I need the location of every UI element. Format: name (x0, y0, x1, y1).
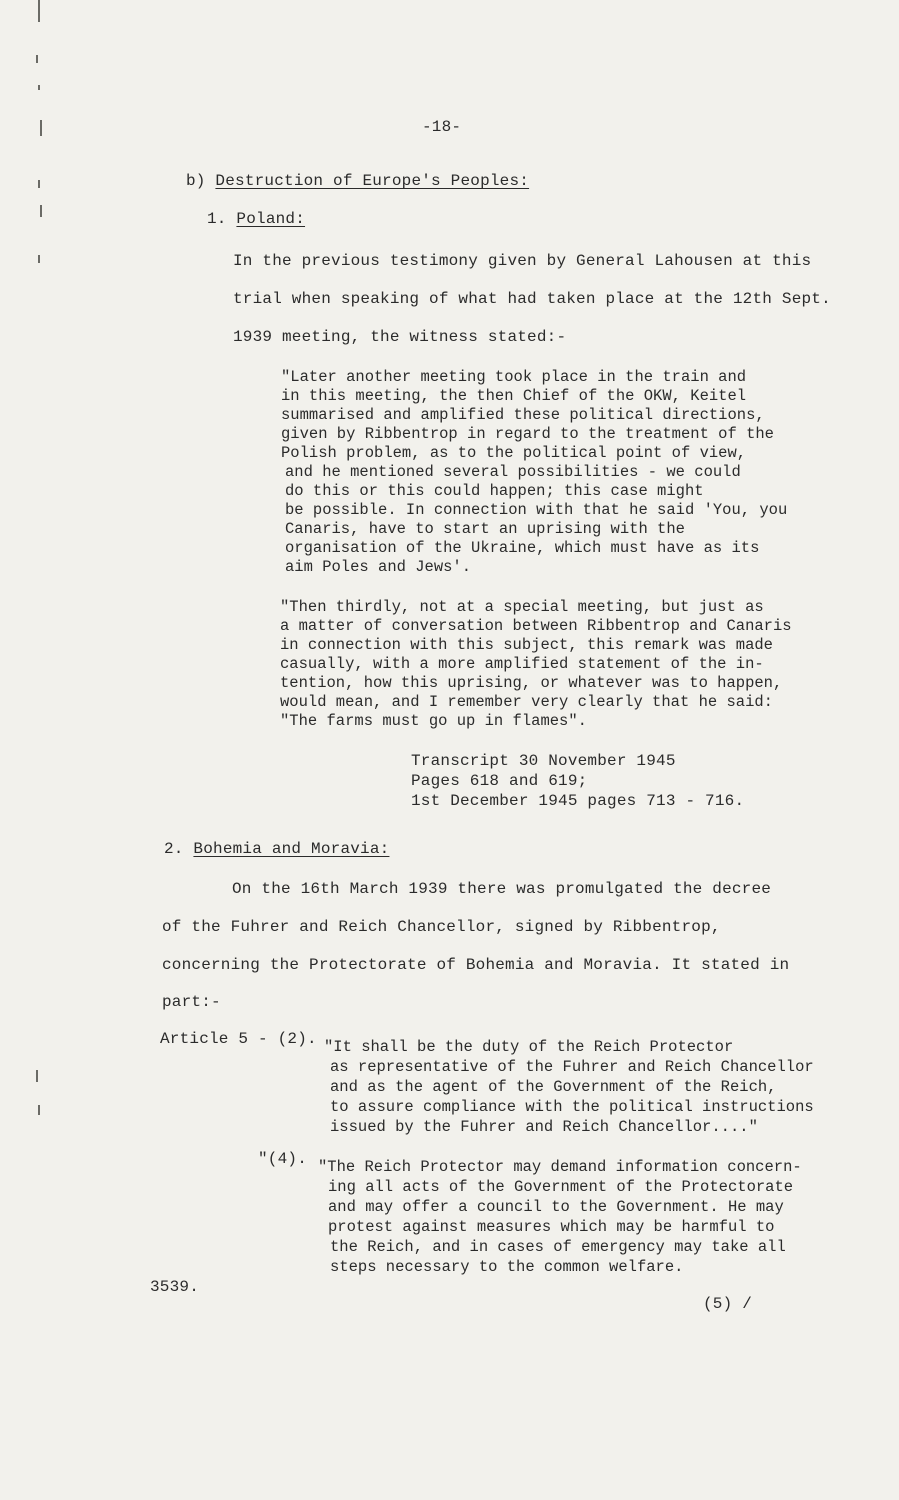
subsection-text-line: "The Reich Protector may demand information concern- (318, 1158, 802, 1176)
quote1-line: "Later another meeting took place in the train and (281, 368, 747, 386)
citation-line: Transcript 30 November 1945 (411, 752, 676, 770)
article-text-line: issued by the Fuhrer and Reich Chancellor...." (330, 1118, 758, 1136)
subsection-text-line: the Reich, and in cases of emergency may take all (330, 1238, 786, 1256)
quote2-line: a matter of conversation between Ribbentrop and Canaris (280, 617, 792, 635)
bohemia-intro-line: concerning the Protectorate of Bohemia and Moravia. It stated in (162, 956, 790, 974)
bohemia-number: 2. (164, 840, 184, 858)
quote1-line: aim Poles and Jews'. (285, 558, 472, 576)
bohemia-intro-line: part:- (162, 993, 221, 1011)
bohemia-title: Bohemia and Moravia: (193, 840, 390, 858)
section-b-prefix: b) (186, 172, 206, 190)
quote2-line: casually, with a more amplified statement of the in- (280, 655, 764, 673)
article-text-line: as representative of the Fuhrer and Reich Chancellor (330, 1058, 814, 1076)
quote1-line: Polish problem, as to the political point of view, (281, 444, 747, 462)
document-number: 3539. (150, 1278, 200, 1296)
bohemia-heading (164, 840, 389, 858)
article-text-line: and as the agent of the Government of the Reich, (330, 1078, 777, 1096)
quote2-line: "Then thirdly, not at a special meeting, but just as (280, 598, 764, 616)
quote1-line: in this meeting, the then Chief of the OKW, Keitel (281, 387, 747, 405)
quote2-line: tention, how this uprising, or whatever was to happen, (280, 674, 783, 692)
quote2-line: "The farms must go up in flames". (280, 712, 587, 730)
bohemia-intro-line: On the 16th March 1939 there was promulgated the decree (232, 880, 772, 898)
punch-hole-edge-marks (0, 0, 60, 1500)
section-b-title: Destruction of Europe's Peoples: (215, 172, 530, 190)
poland-intro-line: 1939 meeting, the witness stated:- (233, 328, 567, 346)
poland-intro-line: In the previous testimony given by General Lahousen at this (233, 252, 812, 270)
quote1-line: summarised and amplified these political directions, (281, 406, 765, 424)
quote1-line: do this or this could happen; this case might (285, 482, 704, 500)
citation-line: Pages 618 and 619; (411, 772, 588, 790)
subsection-text-line: ing all acts of the Government of the Protectorate (328, 1178, 794, 1196)
quote1-line: and he mentioned several possibilities - we could (285, 463, 741, 481)
quote2-line: would mean, and I remember very clearly that he said: (280, 693, 773, 711)
subsection-text-line: protest against measures which may be harmful to (328, 1218, 775, 1236)
subsection-label: "(4). (258, 1150, 308, 1168)
subsection-text-line: steps necessary to the common welfare. (330, 1258, 684, 1276)
poland-number: 1. (207, 210, 227, 228)
quote1-line: Canaris, have to start an uprising with the (285, 520, 685, 538)
page-number: -18- (422, 118, 462, 136)
quote2-line: in connection with this subject, this remark was made (280, 636, 773, 654)
article-text-line: "It shall be the duty of the Reich Protector (324, 1038, 734, 1056)
poland-title: Poland: (236, 210, 306, 228)
poland-heading (207, 210, 305, 228)
citation-line: 1st December 1945 pages 713 - 716. (411, 792, 745, 810)
article-label: Article 5 - (2). (160, 1030, 317, 1048)
article-text-line: to assure compliance with the political instructions (330, 1098, 814, 1116)
continuation-marker: (5) / (703, 1295, 753, 1313)
section-b-heading (186, 172, 529, 190)
quote1-line: be possible. In connection with that he said 'You, you (285, 501, 788, 519)
subsection-text-line: and may offer a council to the Government. He may (328, 1198, 784, 1216)
quote1-line: organisation of the Ukraine, which must have as its (285, 539, 760, 557)
poland-intro-line: trial when speaking of what had taken place at the 12th Sept. (233, 290, 831, 308)
quote1-line: given by Ribbentrop in regard to the treatment of the (281, 425, 774, 443)
bohemia-intro-line: of the Fuhrer and Reich Chancellor, signed by Ribbentrop, (162, 918, 721, 936)
